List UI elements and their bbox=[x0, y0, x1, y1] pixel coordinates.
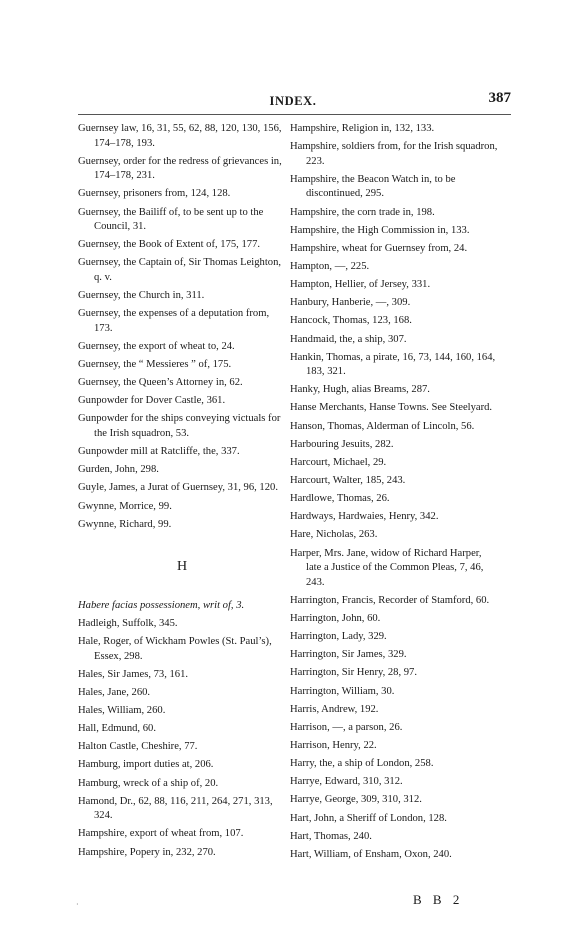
index-entry: Harrington, Francis, Recorder of Stamford, 60. bbox=[290, 594, 490, 606]
index-entry: Hart, William, of Ensham, Oxon, 240. bbox=[290, 848, 452, 860]
index-entry: Hanky, Hugh, alias Breams, 287. bbox=[290, 384, 430, 396]
index-entry: Halton Castle, Cheshire, 77. bbox=[78, 741, 198, 753]
index-entry: Guernsey, the Queen’s Attorney in, 62. bbox=[78, 377, 243, 389]
index-entry: Guyle, James, a Jurat of Guernsey, 31, 96, 120. bbox=[78, 482, 278, 494]
index-entry: Hanbury, Hanberie, —, 309. bbox=[290, 297, 411, 309]
index-entry: Gwynne, Morrice, 99. bbox=[78, 500, 172, 512]
index-entry: Hampshire, Religion in, 132, 133. bbox=[290, 123, 435, 134]
left-column bbox=[78, 122, 286, 864]
index-entry: Hampshire, soldiers from, for the Irish squadron, 223. bbox=[290, 141, 498, 167]
index-entry: Harcourt, Walter, 185, 243. bbox=[290, 475, 406, 487]
index-entry: Hall, Edmund, 60. bbox=[78, 723, 156, 735]
header-rule bbox=[78, 114, 511, 115]
index-entry: Gunpowder for Dover Castle, 361. bbox=[78, 395, 226, 407]
index-entry: Gwynne, Richard, 99. bbox=[78, 518, 172, 530]
index-entry: Hales, Jane, 260. bbox=[78, 686, 151, 698]
page-number: 387 bbox=[488, 90, 511, 106]
index-entry: Hales, William, 260. bbox=[78, 705, 166, 717]
index-entry: Hare, Nicholas, 263. bbox=[290, 529, 378, 541]
index-entry: Hamburg, wreck of a ship of, 20. bbox=[78, 777, 219, 789]
index-entry: Hale, Roger, of Wickham Powles (St. Paul’s), Essex, 298. bbox=[78, 636, 272, 662]
bottom-mark: · bbox=[76, 900, 79, 909]
index-entry: Harrison, Henry, 22. bbox=[290, 739, 377, 751]
section-letter-h: H bbox=[176, 559, 188, 575]
index-entry: Guernsey, the Bailiff of, to be sent up to the Council, 31. bbox=[78, 206, 264, 233]
index-entry: Guernsey, the Book of Extent of, 175, 177. bbox=[78, 239, 261, 251]
index-entry: Hampton, —, 225. bbox=[290, 260, 370, 272]
index-entry: Hamond, Dr., 62, 88, 116, 211, 264, 271, 313, 324. bbox=[78, 795, 273, 822]
index-entry: Hart, Thomas, 240. bbox=[290, 830, 372, 842]
index-entry: Guernsey, the export of wheat to, 24. bbox=[78, 340, 235, 352]
index-entry: Hankin, Thomas, a pirate, 16, 73, 144, 160, 164, 183, 321. bbox=[290, 351, 496, 378]
index-entry: Harrington, William, 30. bbox=[290, 685, 395, 697]
index-entry: Harris, Andrew, 192. bbox=[290, 703, 379, 715]
index-entry: Guernsey law, 16, 31, 55, 62, 88, 120, 130, 156, 174–178, 193. bbox=[78, 123, 282, 149]
page-title: INDEX. bbox=[269, 94, 317, 108]
index-entry: Hanson, Thomas, Alderman of Lincoln, 56. bbox=[290, 420, 475, 432]
index-entry: Hardlowe, Thomas, 26. bbox=[290, 493, 390, 505]
index-entry: Guernsey, order for the redress of grievances in, 174–178, 231. bbox=[78, 155, 282, 182]
index-entry: Hamburg, import duties at, 206. bbox=[78, 759, 214, 771]
index-entry: Hampshire, export of wheat from, 107. bbox=[78, 828, 244, 840]
index-entry: Hampshire, wheat for Guernsey from, 24. bbox=[290, 242, 468, 254]
right-column bbox=[290, 122, 498, 866]
index-entry: Harrington, Sir Henry, 28, 97. bbox=[290, 667, 418, 679]
index-entry: Gurden, John, 298. bbox=[78, 464, 159, 476]
index-entry: Harry, the, a ship of London, 258. bbox=[290, 758, 434, 770]
index-entry: Harper, Mrs. Jane, widow of Richard Harper, late a Justice of the Common Pleas, 7, 46, 243. bbox=[290, 547, 484, 588]
index-entry: Habere facias possessionem, writ of, 3. bbox=[78, 599, 245, 611]
index-entry: Hardways, Hardwaies, Henry, 342. bbox=[290, 511, 439, 523]
index-entry: Guernsey, the expenses of a deputation from, 173. bbox=[78, 308, 270, 334]
index-entry: Guernsey, prisoners from, 124, 128. bbox=[78, 188, 231, 200]
index-entry: Hancock, Thomas, 123, 168. bbox=[290, 315, 412, 327]
index-entry: Harrington, Lady, 329. bbox=[290, 631, 387, 643]
index-entry: Hart, John, a Sheriff of London, 128. bbox=[290, 812, 447, 824]
index-entry: Guernsey, the Captain of, Sir Thomas Leighton, q. v. bbox=[78, 257, 282, 283]
index-entry: Harbouring Jesuits, 282. bbox=[290, 438, 394, 450]
index-entry: Gunpowder mill at Ratcliffe, the, 337. bbox=[78, 446, 240, 458]
index-entry: Hampshire, the corn trade in, 198. bbox=[290, 206, 435, 218]
entries-h bbox=[78, 599, 286, 860]
index-entry: Gunpowder for the ships conveying victuals for the Irish squadron, 53. bbox=[78, 413, 281, 439]
page-header bbox=[78, 90, 511, 112]
index-entry: Harcourt, Michael, 29. bbox=[290, 456, 387, 468]
index-entry: Hales, Sir James, 73, 161. bbox=[78, 668, 189, 680]
index-entry: Hampshire, the High Commission in, 133. bbox=[290, 224, 470, 236]
index-entry: Guernsey, the Church in, 311. bbox=[78, 290, 205, 302]
index-entry: Guernsey, the “ Messieres ” of, 175. bbox=[78, 359, 232, 370]
signature-mark: B B 2 bbox=[413, 892, 464, 907]
index-entry: Hampshire, Popery in, 232, 270. bbox=[78, 846, 216, 858]
entries-g bbox=[78, 122, 286, 532]
index-entry: Hadleigh, Suffolk, 345. bbox=[78, 617, 178, 629]
index-entry: Harrington, Sir James, 329. bbox=[290, 649, 407, 661]
index-entry: Handmaid, the, a ship, 307. bbox=[290, 333, 407, 345]
index-entry: Harrington, John, 60. bbox=[290, 612, 381, 624]
index-entry: Hanse Merchants, Hanse Towns. See Steelyard. bbox=[290, 402, 493, 414]
index-entry: Hampton, Hellier, of Jersey, 331. bbox=[290, 279, 431, 291]
index-entry: Harrye, Edward, 310, 312. bbox=[290, 776, 403, 788]
index-entry: Harrison, —, a parson, 26. bbox=[290, 721, 403, 733]
index-entry: Harrye, George, 309, 310, 312. bbox=[290, 794, 422, 806]
index-entry: Hampshire, the Beacon Watch in, to be discontinued, 295. bbox=[290, 173, 456, 200]
